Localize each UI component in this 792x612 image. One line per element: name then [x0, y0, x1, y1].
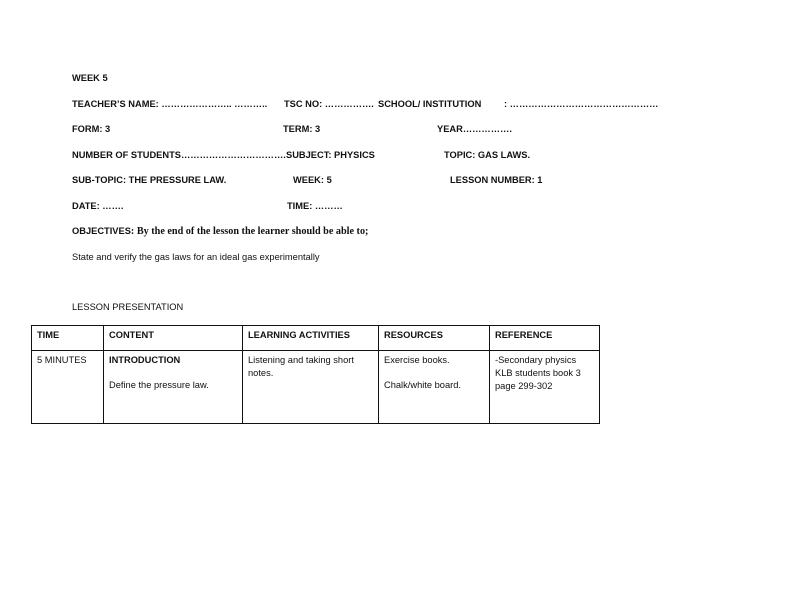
lesson-number-field: LESSON NUMBER: 1: [450, 175, 543, 185]
cell-resources: [379, 351, 490, 424]
term-field: TERM: 3: [283, 124, 321, 134]
teacher-name-field: TEACHER’S NAME: ………………….. ………..: [72, 99, 268, 109]
lesson-table: [31, 325, 600, 424]
lesson-presentation-title: LESSON PRESENTATION: [72, 302, 184, 312]
number-of-students-field: NUMBER OF STUDENTS…………………………….: [72, 150, 286, 160]
tsc-no-field: TSC NO: …………….: [284, 99, 374, 109]
cell-learning-activities: Listening and taking short notes.: [243, 351, 379, 424]
school-value: : …………………………………………: [504, 99, 659, 109]
subject-field: SUBJECT: PHYSICS: [286, 150, 375, 160]
resource-item: Exercise books.: [384, 355, 450, 365]
week-field: WEEK: 5: [293, 175, 332, 185]
school-label: SCHOOL/ INSTITUTION: [378, 99, 482, 109]
week-heading: WEEK 5: [72, 73, 108, 83]
cell-time: 5 MINUTES: [32, 351, 104, 424]
objectives-intro: : By the end of the lesson the learner should be able to;: [130, 226, 369, 237]
cell-reference: -Secondary physics KLB students book 3 page 299-302: [490, 351, 600, 424]
objectives-line: [72, 225, 368, 238]
objective-text: State and verify the gas laws for an ideal gas experimentally: [72, 252, 320, 262]
table-row: [32, 351, 600, 424]
topic-field: TOPIC: GAS LAWS.: [444, 150, 531, 160]
objectives-label: OBJECTIVES: [72, 226, 131, 236]
table-header-row: [32, 326, 600, 351]
cell-content: [104, 351, 243, 424]
column-header-resources: RESOURCES: [379, 326, 490, 351]
column-header-learning-activities: LEARNING ACTIVITIES: [243, 326, 379, 351]
column-header-reference: REFERENCE: [490, 326, 600, 351]
content-heading: INTRODUCTION: [109, 355, 181, 365]
column-header-time: TIME: [32, 326, 104, 351]
content-text: Define the pressure law.: [109, 380, 209, 390]
year-field: YEAR…………….: [437, 124, 512, 134]
resource-item: Chalk/white board.: [384, 380, 461, 390]
date-field: DATE: …….: [72, 201, 124, 211]
column-header-content: CONTENT: [104, 326, 243, 351]
form-field: FORM: 3: [72, 124, 111, 134]
sub-topic-field: SUB-TOPIC: THE PRESSURE LAW.: [72, 175, 227, 185]
time-field: TIME: ………: [287, 201, 343, 211]
